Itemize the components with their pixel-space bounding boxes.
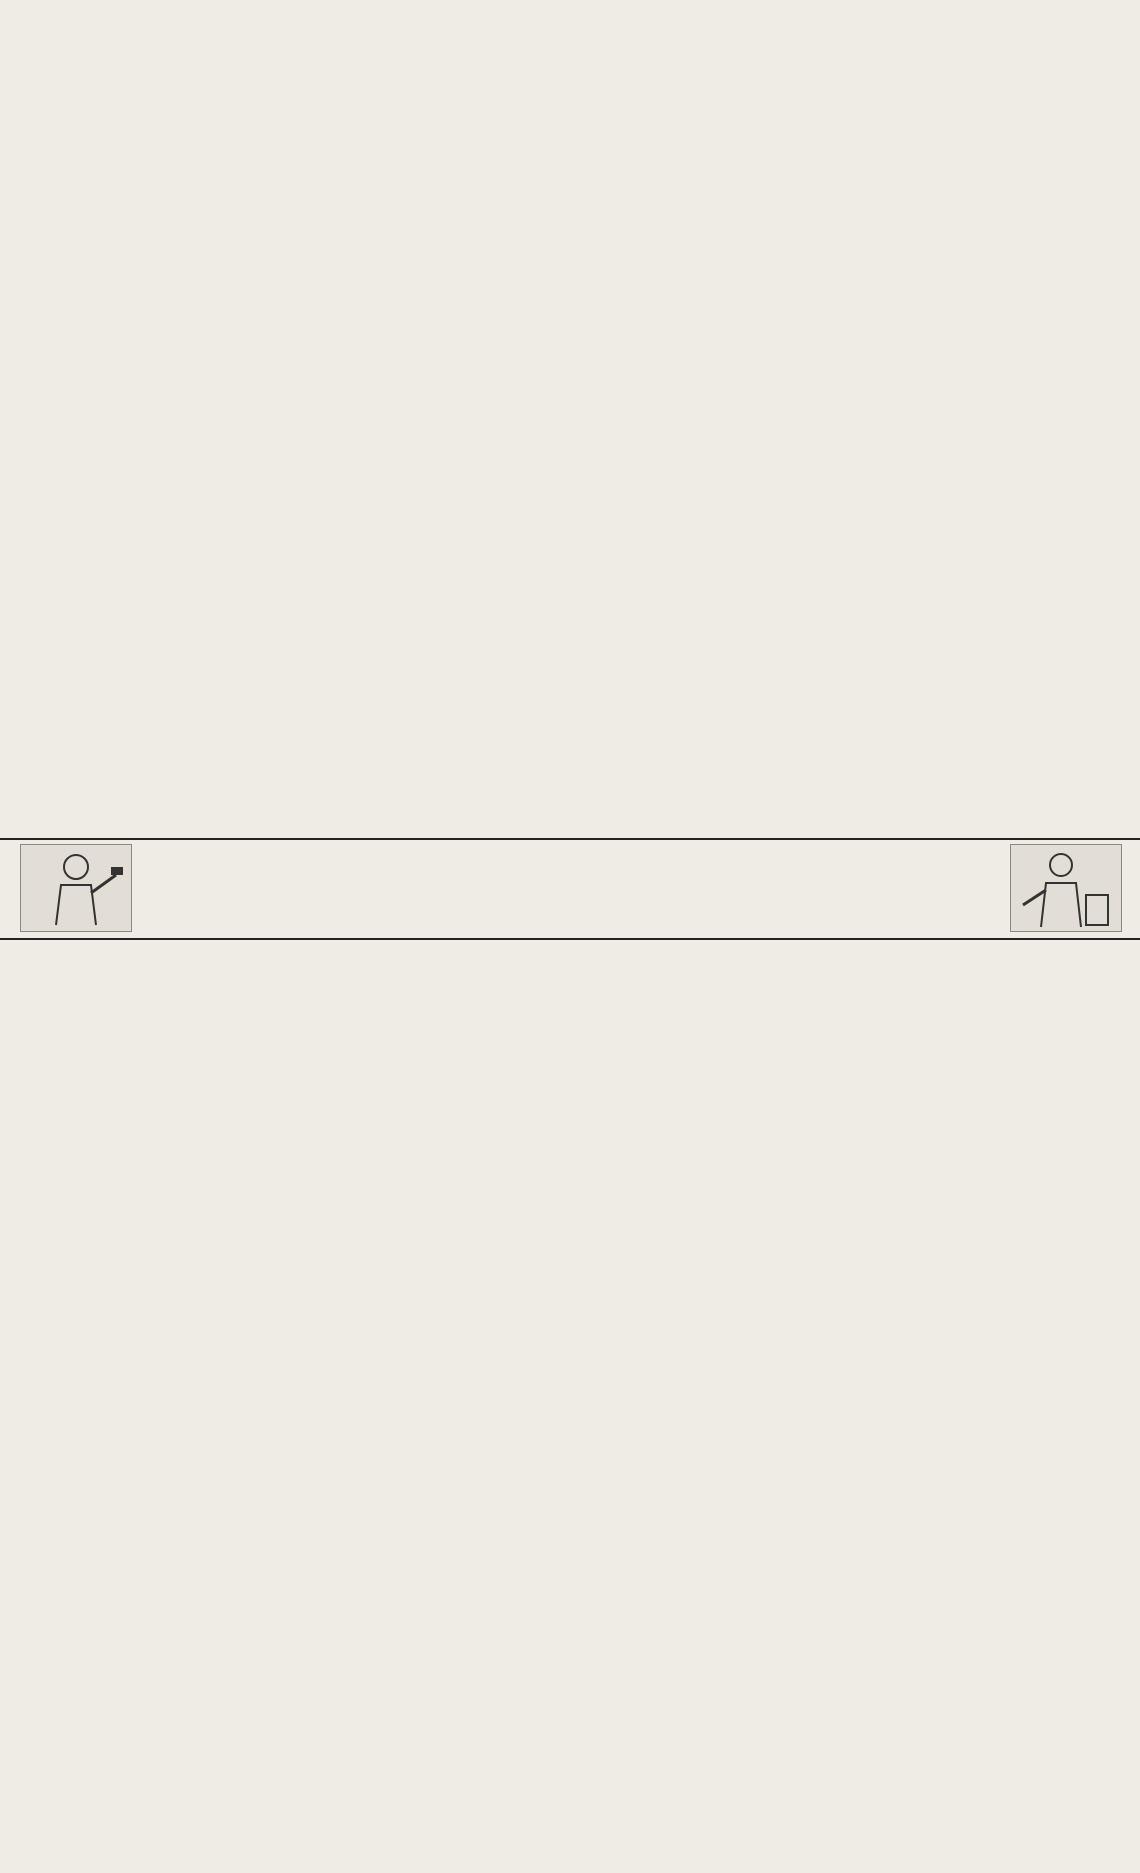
home-service-guide-banner [0, 838, 1140, 940]
painter-illustration [1010, 844, 1122, 932]
painter-with-brush-icon [1011, 845, 1121, 931]
page-header [0, 0, 1140, 14]
handyman-illustration [20, 844, 132, 932]
worker-with-tools-icon [21, 845, 131, 931]
